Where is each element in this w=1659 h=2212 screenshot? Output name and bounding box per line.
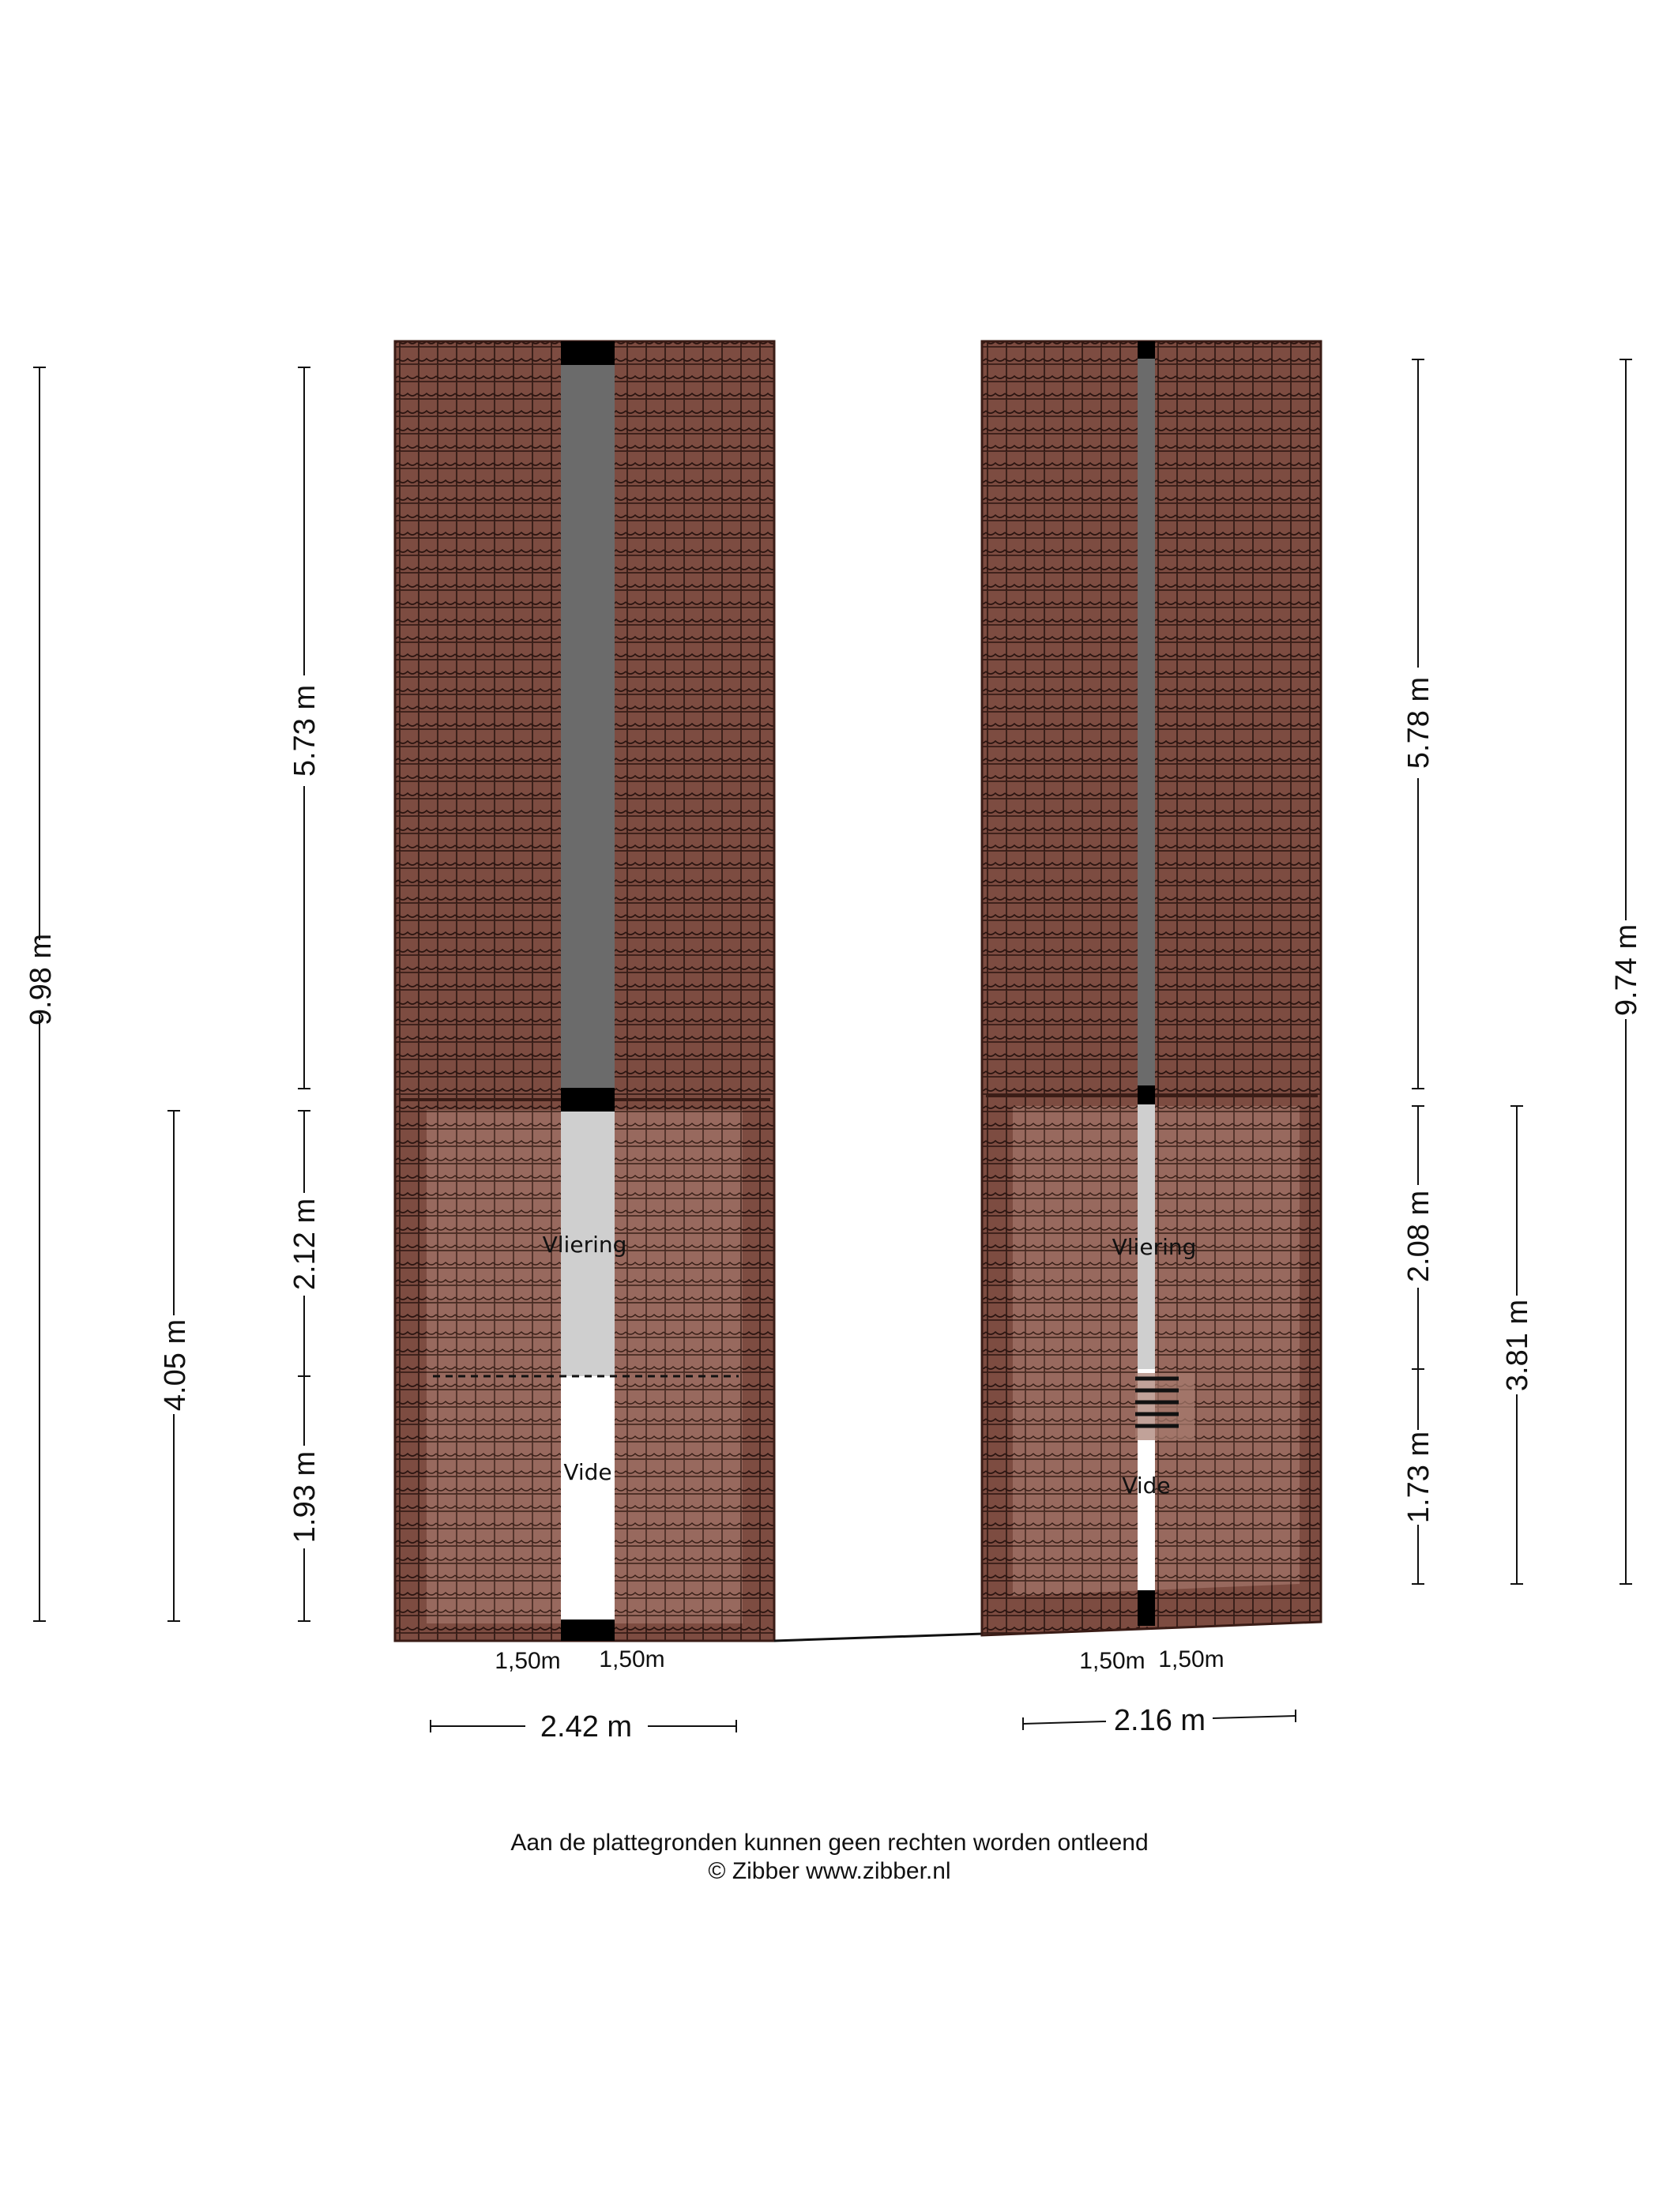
- ridge-cap-top: [561, 341, 615, 365]
- dim-vliering-left: 2.12 m: [288, 1198, 322, 1291]
- connector-line: [774, 1634, 984, 1641]
- ridge-upper: [561, 365, 615, 1088]
- ridge-cap-mid-right: [1138, 1085, 1155, 1104]
- dim-width-right-a: 1,50m: [1079, 1648, 1146, 1674]
- room-label-vliering-left: Vliering: [542, 1232, 627, 1258]
- dim-width-right-b: 1,50m: [1158, 1646, 1224, 1672]
- dim-total-right: 9.74 m: [1610, 924, 1643, 1017]
- ridge-upper-right: [1138, 359, 1155, 1085]
- ridge-cap-top-right: [1138, 341, 1155, 359]
- stair-icon: [1135, 1373, 1194, 1440]
- dim-total-left: 9.98 m: [24, 933, 58, 1026]
- room-label-vide-right: Vide: [1122, 1473, 1171, 1499]
- dim-width-right: 2.16 m: [1113, 1704, 1206, 1737]
- roof-left: [395, 341, 774, 1641]
- dim-upper-right: 5.78 m: [1402, 676, 1435, 769]
- dim-vliering-right: 2.08 m: [1402, 1190, 1435, 1283]
- dim-lower-left: 4.05 m: [159, 1319, 192, 1412]
- room-label-vliering-right: Vliering: [1112, 1234, 1197, 1260]
- disclaimer-text: Aan de plattegronden kunnen geen rechten worden ontleend: [510, 1830, 1149, 1856]
- roof-right: [982, 341, 1321, 1635]
- room-label-vide-left: Vide: [563, 1459, 612, 1485]
- ridge-cap-mid: [561, 1088, 615, 1112]
- ridge-cap-bottom-right: [1138, 1590, 1155, 1626]
- dim-width-left-a: 1,50m: [495, 1648, 561, 1674]
- dim-vide-left: 1.93 m: [288, 1450, 322, 1544]
- dim-vide-right: 1.73 m: [1402, 1431, 1435, 1524]
- copyright-text: © Zibber www.zibber.nl: [708, 1858, 951, 1884]
- ridge-cap-bottom: [561, 1620, 615, 1641]
- dim-lower-right: 3.81 m: [1501, 1299, 1534, 1392]
- dim-width-left-b: 1,50m: [599, 1646, 665, 1672]
- dim-width-left: 2.42 m: [540, 1710, 633, 1744]
- dim-upper-left: 5.73 m: [288, 684, 322, 777]
- vide-opening: [561, 1376, 615, 1621]
- footer: [0, 1829, 1659, 1886]
